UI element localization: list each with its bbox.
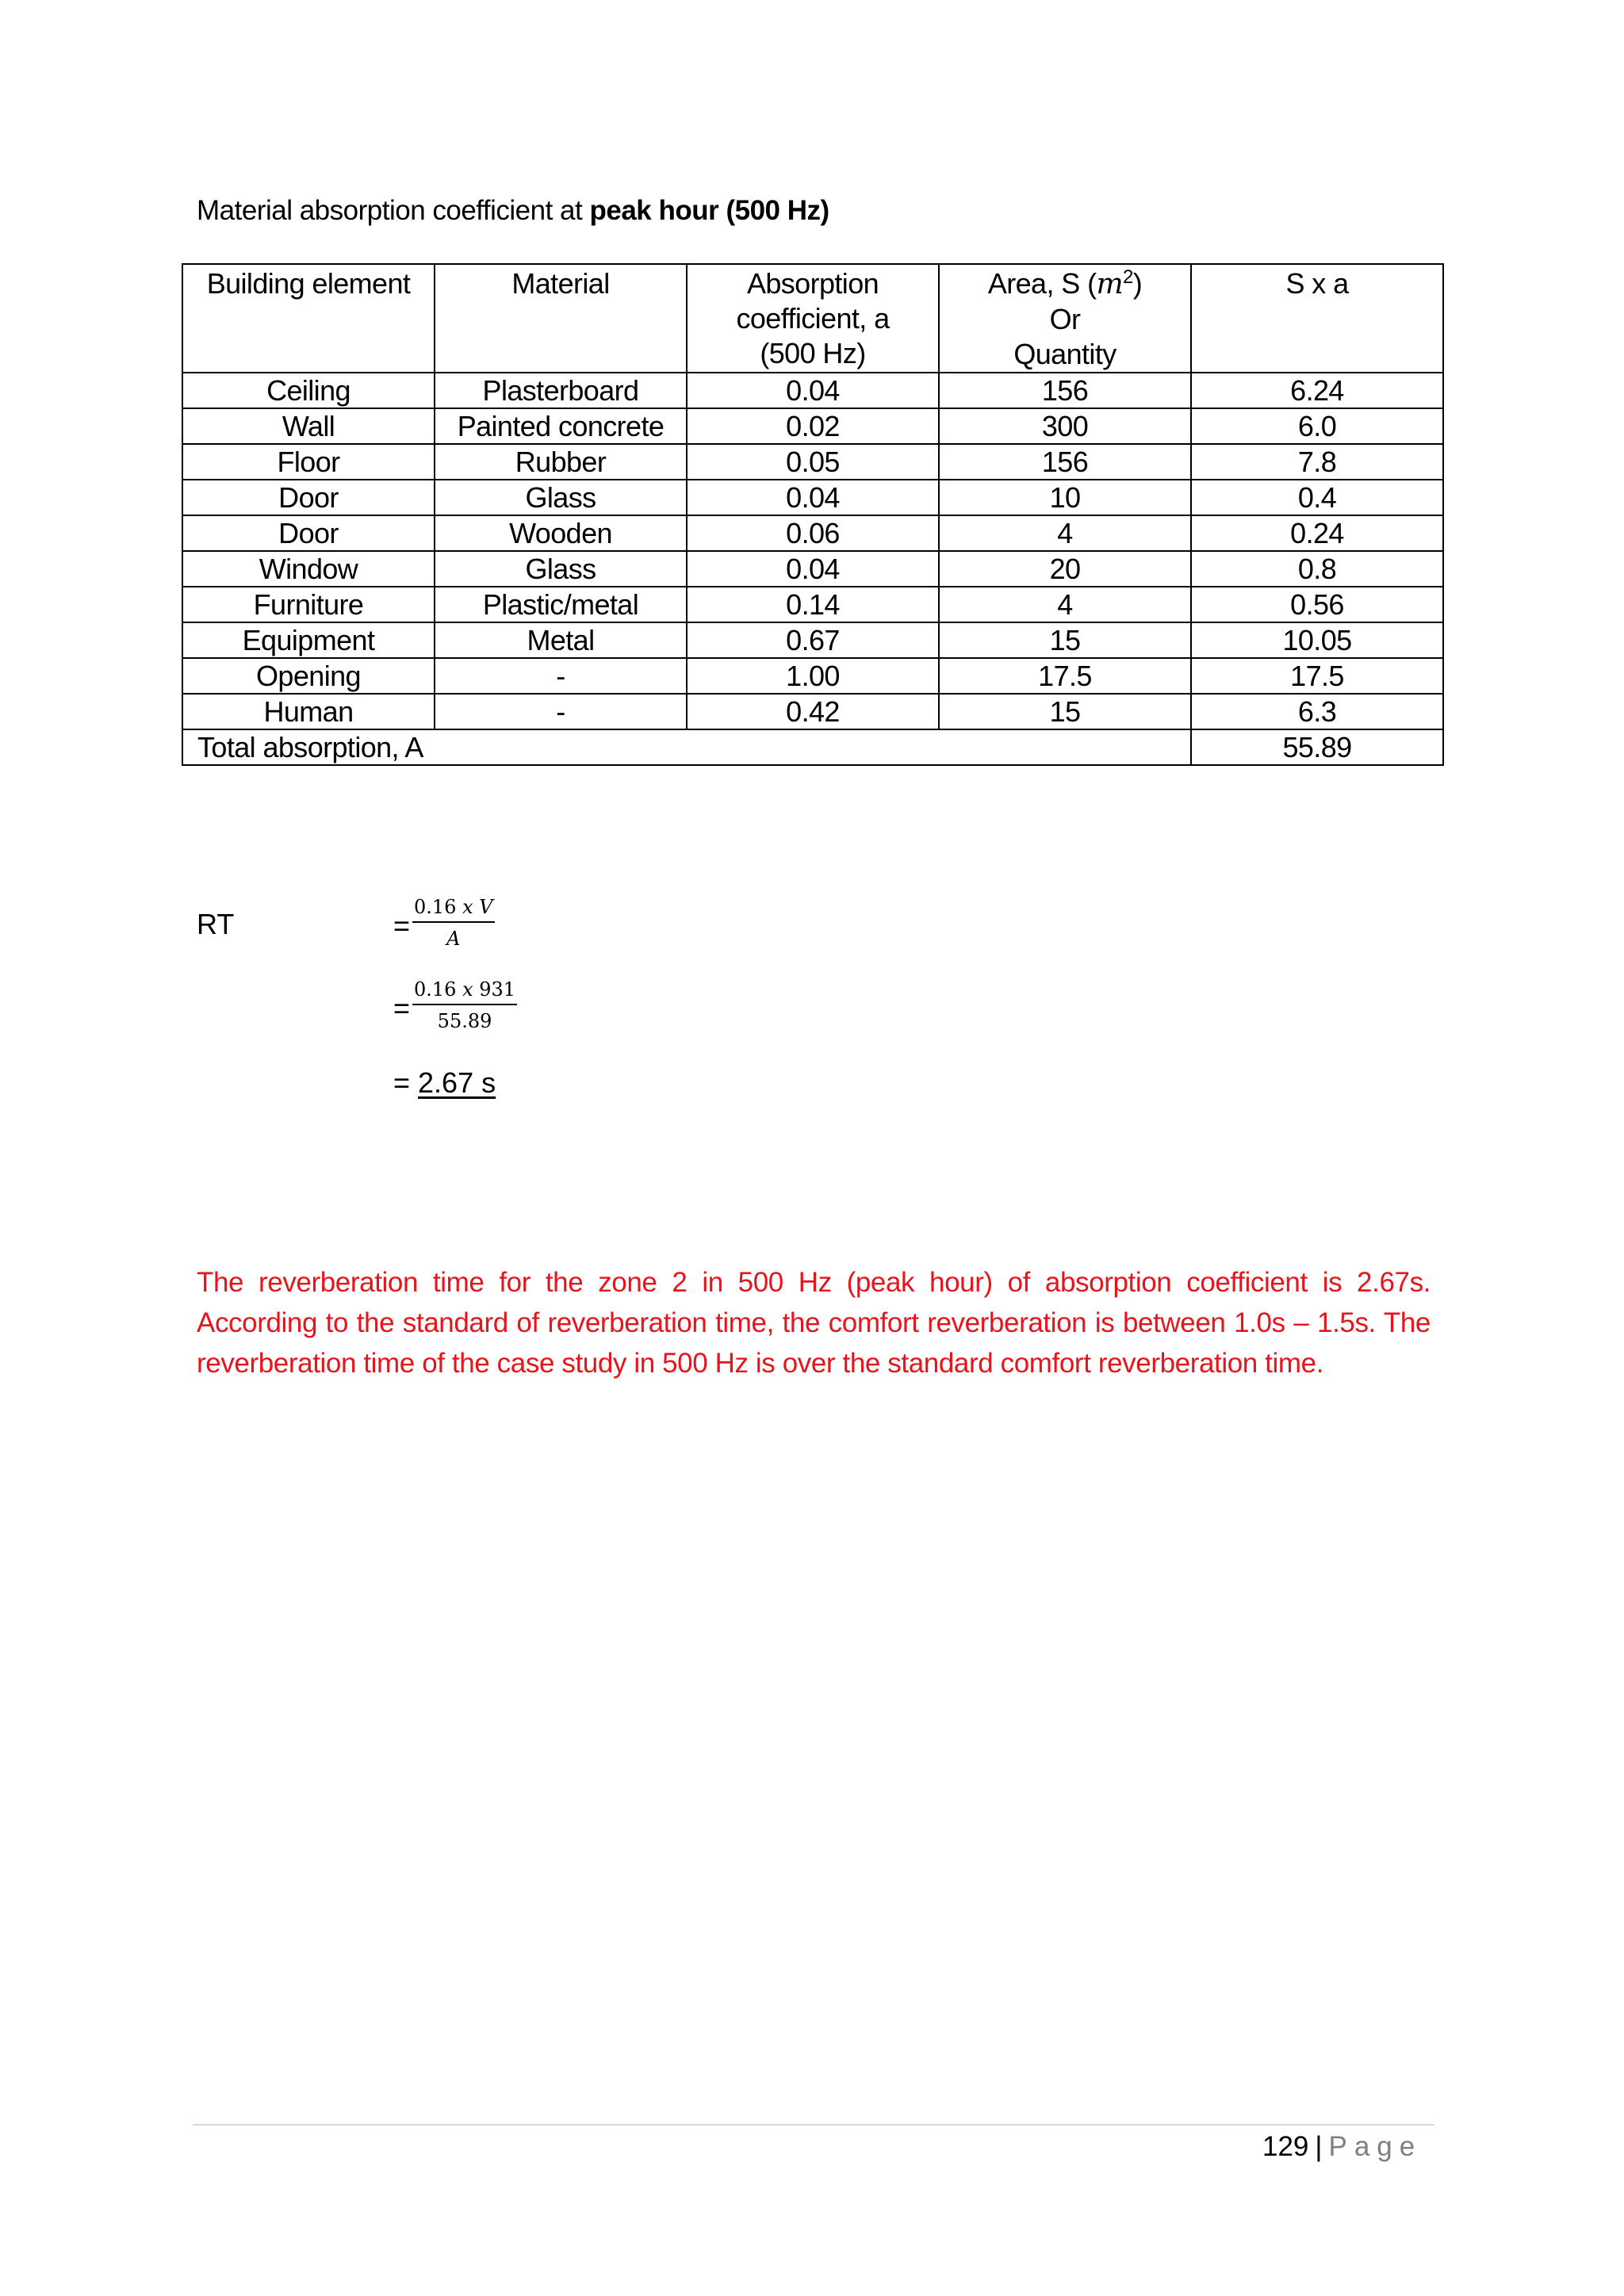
cell-sxa: 6.24 xyxy=(1191,373,1443,408)
cell-coefficient: 0.42 xyxy=(687,694,939,729)
cell-element: Furniture xyxy=(182,587,435,622)
cell-sxa: 10.05 xyxy=(1191,622,1443,658)
cell-coefficient: 0.67 xyxy=(687,622,939,658)
table-row xyxy=(182,408,1443,444)
header-building-element: Building element xyxy=(182,264,435,373)
cell-sxa: 0.56 xyxy=(1191,587,1443,622)
total-label: Total absorption, A xyxy=(182,729,1191,765)
cell-area: 15 xyxy=(939,622,1191,658)
formula-step2-denominator: 55.89 xyxy=(437,1010,492,1032)
cell-element: Equipment xyxy=(182,622,435,658)
table-row xyxy=(182,444,1443,480)
cell-coefficient: 0.14 xyxy=(687,587,939,622)
header-absorption-line2: coefficient, a xyxy=(736,302,890,335)
formula-step1-denominator: A xyxy=(446,928,461,950)
total-row xyxy=(182,729,1443,765)
cell-element: Window xyxy=(182,551,435,587)
result-prefix: = xyxy=(393,1066,419,1099)
header-absorption-line1: Absorption xyxy=(746,267,879,300)
cell-sxa: 7.8 xyxy=(1191,444,1443,480)
cell-coefficient: 0.04 xyxy=(687,373,939,408)
cell-material: - xyxy=(435,694,687,729)
header-material: Material xyxy=(435,264,687,373)
cell-material: Plasterboard xyxy=(435,373,687,408)
cell-material: Rubber xyxy=(435,444,687,480)
cell-material: Metal xyxy=(435,622,687,658)
cell-coefficient: 0.04 xyxy=(687,551,939,587)
cell-coefficient: 0.02 xyxy=(687,408,939,444)
page-separator: | xyxy=(1315,2131,1323,2162)
caption-text: Material absorption coefficient at xyxy=(197,195,590,226)
cell-material: Wooden xyxy=(435,515,687,551)
table-row xyxy=(182,480,1443,515)
cell-area: 156 xyxy=(939,373,1191,408)
table-row xyxy=(182,658,1443,694)
cell-coefficient: 0.04 xyxy=(687,480,939,515)
header-area-line3: Quantity xyxy=(1013,338,1116,370)
table-row xyxy=(182,515,1443,551)
caption-bold: peak hour (500 Hz) xyxy=(589,195,829,226)
cell-area: 20 xyxy=(939,551,1191,587)
cell-area: 300 xyxy=(939,408,1191,444)
cell-material: Painted concrete xyxy=(435,408,687,444)
page-footer xyxy=(1262,2131,1422,2163)
table-row xyxy=(182,373,1443,408)
cell-material: Plastic/metal xyxy=(435,587,687,622)
conclusion-paragraph: The reverberation time for the zone 2 in 500 Hz (peak hour) of absorption coefficient is 2.67s. According to the standard of reverberation time, the comfort reverberation is between 1.0s – 1.5s. The reverberation time of the case study in 500 Hz is over the standard comfort reverberation time. xyxy=(197,1267,1431,1379)
table-row xyxy=(182,587,1443,622)
table-header-row xyxy=(182,264,1443,373)
formula-step1-numerator: 0.16 x V xyxy=(412,896,495,923)
cell-sxa: 0.8 xyxy=(1191,551,1443,587)
header-area-line2: Or xyxy=(1049,303,1081,335)
cell-sxa: 6.0 xyxy=(1191,408,1443,444)
formula-result xyxy=(393,1066,496,1100)
cell-material: - xyxy=(435,658,687,694)
cell-element: Opening xyxy=(182,658,435,694)
cell-element: Door xyxy=(182,480,435,515)
cell-area: 4 xyxy=(939,515,1191,551)
formula-step2-fraction xyxy=(412,978,517,1032)
table-row xyxy=(182,622,1443,658)
header-area-unit: m xyxy=(1096,268,1124,300)
cell-material: Glass xyxy=(435,551,687,587)
cell-area: 15 xyxy=(939,694,1191,729)
cell-element: Floor xyxy=(182,444,435,480)
header-absorption-line3: (500 Hz) xyxy=(760,337,866,369)
absorption-table xyxy=(182,263,1444,766)
header-absorption xyxy=(687,264,939,373)
cell-sxa: 0.24 xyxy=(1191,515,1443,551)
cell-coefficient: 0.05 xyxy=(687,444,939,480)
cell-sxa: 6.3 xyxy=(1191,694,1443,729)
cell-element: Human xyxy=(182,694,435,729)
table-row xyxy=(182,694,1443,729)
rt-label: RT xyxy=(197,908,235,940)
cell-element: Wall xyxy=(182,408,435,444)
header-area-exponent: 2 xyxy=(1123,266,1133,288)
cell-coefficient: 1.00 xyxy=(687,658,939,694)
formula-step2-numerator: 0.16 x 931 xyxy=(412,978,517,1005)
header-area-suffix: ) xyxy=(1132,267,1143,300)
cell-sxa: 0.4 xyxy=(1191,480,1443,515)
cell-element: Door xyxy=(182,515,435,551)
equals-sign-1: = xyxy=(393,909,411,942)
formula-step1-fraction xyxy=(412,896,495,950)
cell-area: 10 xyxy=(939,480,1191,515)
cell-area: 4 xyxy=(939,587,1191,622)
table-caption xyxy=(197,195,829,227)
table-row xyxy=(182,551,1443,587)
header-area-prefix: Area, S ( xyxy=(987,267,1097,300)
header-sxa: S x a xyxy=(1191,264,1443,373)
page-word: Page xyxy=(1328,2131,1423,2162)
cell-area: 17.5 xyxy=(939,658,1191,694)
cell-coefficient: 0.06 xyxy=(687,515,939,551)
cell-material: Glass xyxy=(435,480,687,515)
header-area xyxy=(939,264,1191,373)
page-number: 129 xyxy=(1262,2131,1309,2162)
cell-sxa: 17.5 xyxy=(1191,658,1443,694)
total-value: 55.89 xyxy=(1191,729,1443,765)
cell-element: Ceiling xyxy=(182,373,435,408)
footer-divider xyxy=(193,2124,1434,2126)
result-value: 2.67 s xyxy=(418,1066,496,1099)
equals-sign-2: = xyxy=(393,992,411,1024)
cell-area: 156 xyxy=(939,444,1191,480)
